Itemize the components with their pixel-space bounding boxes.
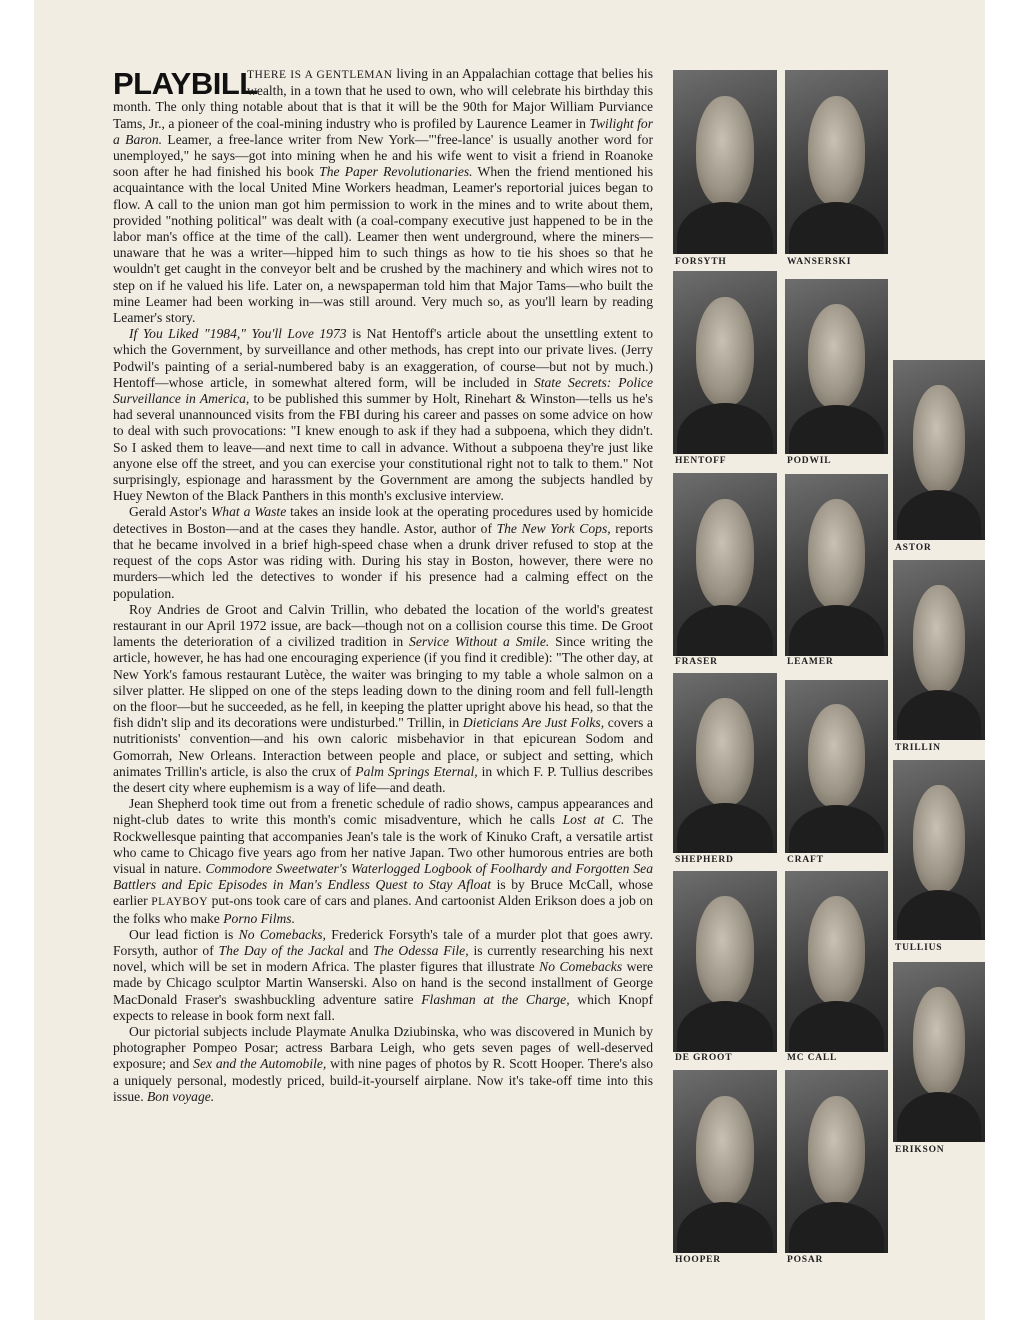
photo-leamer [785, 474, 888, 656]
article-body [113, 66, 653, 1105]
caption-degroot: DE GROOT [675, 1053, 733, 1063]
photo-hentoff [673, 271, 777, 454]
paragraph-2 [113, 326, 653, 504]
caption-forsyth: FORSYTH [675, 257, 727, 267]
caption-tullius: TULLIUS [895, 943, 943, 953]
text-run: Our lead fiction is [129, 926, 239, 942]
text-run: Since writing the article, however, he has had one encouraging experience (if you find it credible): "The other day, at New York's famous restaurant Lutèce, the waiter was bringing to my table a whole salmon on a silver platter. He slipped on one of the steps leading down to the dining room and fell full-length on the floor—but he succeeded, as he fell, in keeping the platter upright above his head, so that the fish didn't slip and its decorations were undisturbed." Trillin, in [113, 634, 653, 731]
photo-fraser [673, 473, 777, 656]
caption-wanserski: WANSERSKI [787, 257, 852, 267]
photo-mccall [785, 871, 888, 1052]
title-run: The Odessa File, [373, 942, 469, 958]
photo-tullius [893, 760, 985, 940]
text-run: is Nat Hentoff's article about the unsettling extent to which the Government, by surveillance and other methods, has crept into our private lives. (Jerry Podwil's painting of a serial-numbered baby is an exaggeration, of course—but not by much.) Hentoff—whose article, in somewhat altered form, will be included in [113, 326, 653, 390]
text-run: Our pictorial subjects include Playmate Anulka Dziubinska, who was discovered in Munich by photographer Pompeo Posar; actress Barbara Leigh, who gets seven pages of well-deserved exposure; and [113, 1023, 653, 1072]
title-run: Service Without a Smile. [409, 634, 550, 650]
text-run: in which F. P. Tullius describes the desert city where euphemism is a way of life—and death. [113, 763, 653, 795]
text-run: which Knopf expects to release in book form next fall. [113, 991, 653, 1023]
caption-trillin: TRILLIN [895, 743, 941, 753]
text-run: living in an Appalachian cottage that belies his wealth, in a town that he used to own, who will celebrate his birthday this month. The only thing notable about that is that it will be the 90th for Major William Purviance Tams, Jr., a pioneer of the coal-mining industry who is profiled by Laurence Leamer in [113, 66, 653, 131]
paragraph-5 [113, 796, 653, 927]
text-run: Jean Shepherd took time out from a frenetic schedule of radio shows, campus appearances and night-club dates to write this month's comic misadventure, which he calls [113, 796, 653, 828]
photo-forsyth [673, 70, 777, 254]
title-run: No Comebacks, [238, 926, 326, 942]
paragraph-6 [113, 927, 653, 1024]
paragraph-7 [113, 1024, 653, 1105]
text-run: Leamer, a free-lance writer from New York—"'free-lance' is usually another word for unemployed," he says—got into mining when he and his wife went to visit a friend in Roanoke soon after he had finished his book [113, 131, 653, 180]
title-run: Porno Films. [223, 910, 295, 926]
photo-trillin [893, 560, 985, 740]
title-run: The New York Cops, [496, 520, 611, 536]
photo-posar [785, 1070, 888, 1253]
title-run: The Paper Revolutionaries. [319, 164, 473, 180]
photo-craft [785, 680, 888, 853]
text-run: is currently researching his next novel, which will be set in modern Africa. The plaster figures that illustrate [113, 942, 653, 975]
text-run: takes an inside look at the operating procedures used by homicide detectives in Boston—and at the cases they handle. Astor, author of [113, 504, 654, 536]
paragraph-1 [113, 66, 653, 326]
text-run: Gerald Astor's [129, 504, 211, 520]
caption-hentoff: HENTOFF [675, 456, 727, 466]
title-run: Lost at C. [562, 812, 625, 828]
text-run: covers a nutritionists' convention—and his own caloric misbehavior in that epicurean Sodom and Gomorrah, New Orleans. Interaction between people and place, or subject and setting, which animates Trillin's article, is also the crux of [113, 715, 653, 779]
caption-leamer: LEAMER [787, 657, 834, 667]
caption-astor: ASTOR [895, 543, 932, 553]
title-run: Sex and the Automobile, [193, 1056, 327, 1072]
text-run: is by Bruce McCall, whose earlier [113, 877, 653, 909]
caption-podwil: PODWIL [787, 456, 832, 466]
text-run: with nine pages of photos by R. Scott Hooper. There's also a uniquely personal, modestly priced, build-it-yourself airplane. Now it's take-off time into this issue. [113, 1056, 653, 1104]
title-run: The Day of the Jackal [218, 942, 344, 958]
caption-craft: CRAFT [787, 855, 824, 865]
text-run: to be published this summer by Holt, Rinehart & Winston—tells us he's had several unannounced visits from the FBI during his career and passes on some advice on how to deal with such provocations: "I knew enough to ask if they had a subpoena, which they didn't. So I asked them to leave—and next time to call in advance. Without a subpoena they're just like anyone else off the street, and you can exercise your constitutional right not to talk to them." Not surprisingly, espionage and harassment by the Government are among the subjects handled by Huey Newton of the Black Panthers in this month's exclusive interview. [113, 391, 653, 504]
caption-shepherd: SHEPHERD [675, 855, 734, 865]
text-run: reports that he became involved in a brief high-speed chase when a drunk driver refused to stop at the request of the cops Astor was riding with. During his stay in Boston, however, there were no murders—which led the detectives to wonder if his presence had a calming effect on the population. [113, 520, 653, 601]
title-run: Flashman at the Charge, [421, 991, 570, 1007]
text-run: When the friend mentioned his acquaintance with the local United Mine Workers headman, Leamer's reportorial juices began to flow. A call to the union man got him permission to work in the mines and to write about them, provided "nothing political" was dealt with (a coal-company executive just happened to be in the labor man's office at the time of the call). Leamer then went underground, where the miners—unaware that he was a writer—hipped him to such things as how to tie his shoes so that he wouldn't get caught in the conveyor belt and be crushed by the machinery and which wires not to step on if he valued his life. Later on, a newspaperman told him that Major Tams—who built the mine Leamer had been working in—was still around. Very much so, as you'll learn by reading Leamer's story. [113, 164, 654, 326]
photo-degroot [673, 871, 777, 1052]
title-run: Twilight for a Baron. [113, 115, 653, 147]
caption-fraser: FRASER [675, 657, 718, 667]
paragraph-3 [113, 504, 653, 601]
title-run: Bon voyage. [146, 1088, 215, 1104]
text-run: were made by Chicago sculptor Martin Wanserski. Also on hand is the second installment of George MacDonald Fraser's swashbuckling adventure satire [113, 959, 654, 1007]
text-run: Frederick Forsyth's tale of a murder plot that goes awry. Forsyth, author of [113, 926, 653, 958]
title-run: Dieticians Are Just Folks, [462, 715, 605, 731]
photo-hooper [673, 1070, 777, 1253]
photo-erikson [893, 962, 985, 1142]
magazine-name: PLAYBOY [151, 896, 209, 909]
title-run: Commodore Sweetwater's Waterlogged Logbook of Foolhardy and Forgotten Sea Battlers and Epic Episodes in Man's Endless Quest to Stay Afloat [113, 860, 654, 893]
title-run: If You Liked "1984," You'll Love 1973 [129, 326, 347, 342]
text-run: The Rockwellesque painting that accompanies Jean's tale is the work of Kinuko Craft, a versatile artist who came to Chicago five years ago from her native Japan. Two other humorous entries are both visual in nature. [113, 812, 653, 876]
text-run: and [343, 942, 374, 958]
title-run: State Secrets: Police Surveillance in America, [113, 374, 653, 407]
photo-podwil [785, 279, 888, 454]
text-run: Roy Andries de Groot and Calvin Trillin, who debated the location of the world's greatest restaurant in our April 1972 issue, are back—though not on a collision course this time. De Groot laments the deterioration of a civilized tradition in [113, 601, 653, 650]
paragraph-4 [113, 602, 653, 796]
caption-posar: POSAR [787, 1255, 824, 1265]
lead-in: THERE IS A GENTLEMAN [247, 69, 393, 81]
caption-mccall: MC CALL [787, 1053, 838, 1063]
caption-erikson: ERIKSON [895, 1145, 945, 1155]
page-title: PLAYBILL [113, 66, 258, 101]
photo-shepherd [673, 673, 777, 853]
title-run: No Comebacks [539, 959, 623, 975]
caption-hooper: HOOPER [675, 1255, 721, 1265]
text-run: put-ons took care of cars and planes. And cartoonist Alden Erikson does a job on the folks who make [113, 893, 653, 926]
photo-wanserski [785, 70, 888, 254]
title-run: What a Waste [210, 504, 287, 520]
title-run: Palm Springs Eternal, [355, 763, 478, 779]
photo-astor [893, 360, 985, 540]
